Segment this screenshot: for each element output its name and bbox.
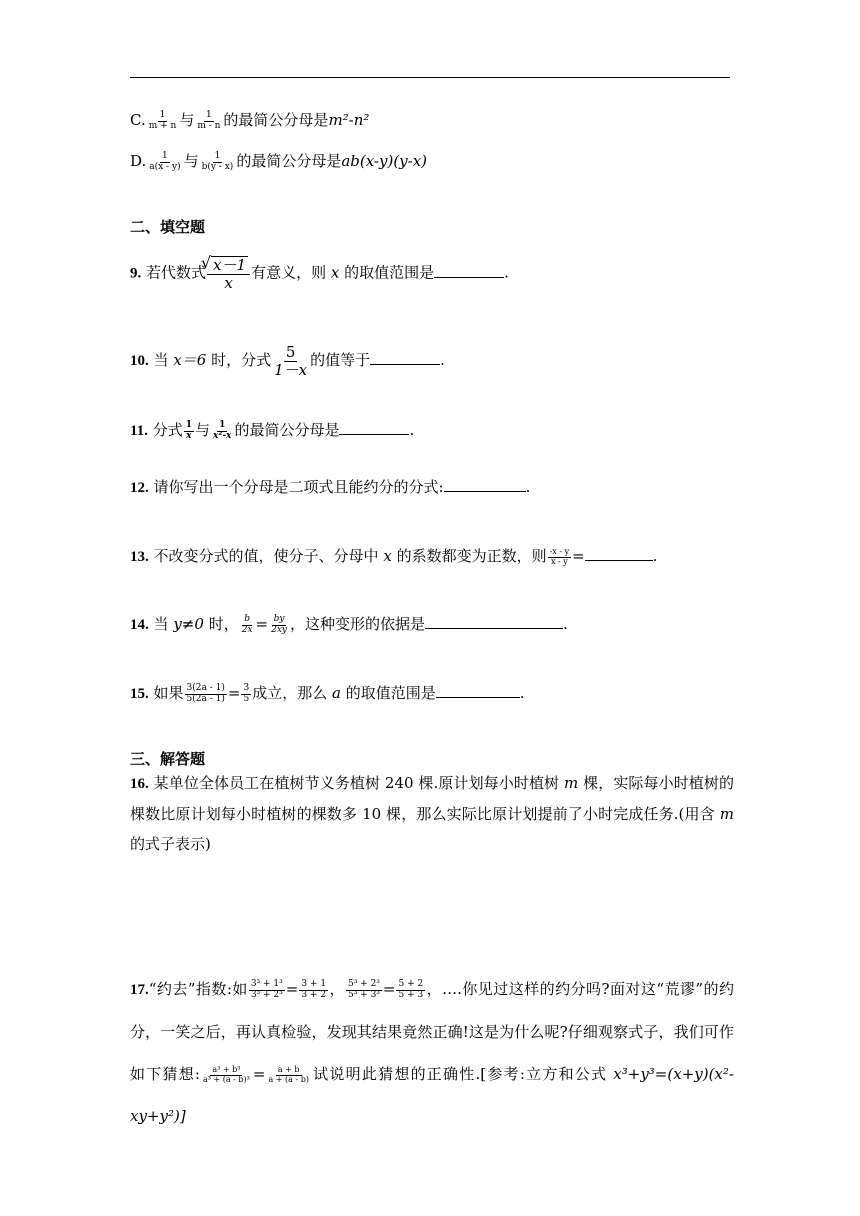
- text: 的值等于: [310, 351, 371, 369]
- numerator: 3: [243, 682, 250, 693]
- question-17: [130, 968, 734, 1137]
- answer-blank[interactable]: [434, 265, 504, 278]
- numerator-text: by: [273, 613, 285, 624]
- text: =: [227, 684, 241, 702]
- radicand: x－1: [213, 256, 247, 274]
- text: .: [504, 263, 509, 282]
- text: =: [382, 980, 396, 998]
- denominator: [272, 362, 309, 379]
- text: =: [572, 547, 585, 565]
- text: 与: [183, 152, 199, 170]
- fraction: [299, 980, 328, 1001]
- question-16: [130, 768, 734, 859]
- denominator-text: x²-x: [213, 430, 232, 441]
- denominator: a(x - y): [149, 161, 181, 172]
- answer-blank[interactable]: [339, 422, 409, 435]
- numerator: -x - y: [549, 546, 570, 556]
- variable: x: [224, 273, 233, 292]
- section-heading-solve: 三、解答题: [130, 750, 206, 768]
- question-13: [130, 546, 657, 567]
- text: 有意义，则: [251, 263, 327, 282]
- text: 的式子表示): [130, 835, 211, 853]
- fraction: [184, 421, 194, 442]
- variable: x: [330, 263, 340, 282]
- denominator: m - n: [197, 120, 221, 131]
- text: 时，分式: [211, 351, 272, 369]
- question-number: 17.: [130, 982, 149, 998]
- answer: m²-n²: [328, 111, 370, 129]
- answer: ab(x-y)(y-x): [341, 152, 428, 170]
- text: 若代数式: [146, 263, 207, 282]
- denominator: [269, 626, 289, 636]
- text: 当: [153, 351, 169, 369]
- text: 时，: [208, 615, 239, 633]
- numerator: 1: [159, 109, 166, 120]
- fraction: [201, 1066, 252, 1085]
- question-9: [130, 256, 509, 291]
- text: .: [519, 684, 525, 702]
- option-c: [130, 110, 369, 131]
- numerator: a + b: [277, 1064, 300, 1074]
- denominator: 3³ + 2³: [250, 989, 283, 1000]
- fraction: [272, 344, 309, 378]
- section-heading-fill-in: 二、填空题: [130, 218, 206, 236]
- variable: m: [719, 805, 734, 823]
- denominator: [184, 432, 193, 442]
- text: ，: [329, 980, 345, 998]
- answer-blank[interactable]: [585, 548, 653, 561]
- answer-blank[interactable]: [425, 616, 563, 629]
- fraction: [207, 256, 250, 291]
- text: 棵，实际每小时植树的棵数比原计划每小时植树的棵数多 10 棵，那么实际比原计划提前了小时完成任务.(用含: [130, 774, 734, 823]
- text: ，….你见过这样的约分吗?面对这“荒谬”的约分，一笑之后，再认真检验，发现其结果竟然正确!这是为什么呢?仔细观察式子，我们可作如下猜想:: [130, 980, 734, 1083]
- numerator: 3³ + 1³: [250, 978, 283, 989]
- answer-blank[interactable]: [436, 685, 520, 698]
- text: =: [255, 615, 269, 633]
- radical: [211, 256, 248, 274]
- fraction: [211, 421, 233, 442]
- denominator: 5: [243, 693, 250, 704]
- text: 的最简公分母是: [236, 152, 342, 170]
- fraction: [548, 548, 572, 567]
- text: .: [409, 421, 415, 439]
- text: 的系数都变为正数，则: [396, 547, 547, 565]
- numerator-text: b: [244, 613, 250, 624]
- denominator: [240, 626, 255, 636]
- text: =: [285, 980, 299, 998]
- numerator: 1: [185, 419, 192, 430]
- variable: a: [332, 684, 341, 702]
- denominator-text: x: [186, 430, 192, 441]
- text: 不改变分式的值，使分子、分母中: [153, 547, 379, 565]
- text: 与: [179, 111, 195, 129]
- numerator: 1: [206, 109, 212, 120]
- option-label: C.: [130, 111, 146, 129]
- text: 的取值范围是: [345, 684, 436, 702]
- numerator: 1: [214, 150, 221, 161]
- text: ，这种变形的依据是: [290, 615, 426, 633]
- text: .: [440, 351, 445, 369]
- answer-blank[interactable]: [444, 479, 526, 492]
- numerator: [207, 256, 250, 275]
- denominator: x - y: [550, 556, 568, 566]
- text: .: [652, 547, 658, 565]
- option-label: D.: [130, 152, 147, 170]
- question-15: [130, 683, 525, 704]
- text: 请你写出一个分母是二项式且能约分的分式:: [153, 478, 444, 496]
- fraction: [185, 684, 227, 705]
- text: .: [563, 615, 568, 633]
- question-number: 12.: [130, 480, 149, 496]
- fraction: [147, 111, 179, 132]
- text: “约去”指数:如: [148, 980, 248, 998]
- numerator: a³ + b³: [212, 1064, 241, 1074]
- question-number: 11.: [130, 423, 148, 439]
- text: 的最简公分母是: [223, 111, 329, 129]
- numerator: 3(2a - 1): [186, 682, 225, 693]
- question-11: [130, 420, 414, 441]
- question-number: 9.: [130, 265, 142, 282]
- question-number: 14.: [130, 617, 149, 633]
- denominator: 3 + 2: [301, 989, 327, 1000]
- denominator: [222, 275, 234, 292]
- question-number: 15.: [130, 686, 149, 702]
- numerator: 1: [162, 150, 168, 161]
- denominator-text: 2x: [241, 624, 253, 635]
- numerator: 3 + 1: [301, 978, 327, 989]
- answer-blank[interactable]: [370, 352, 440, 365]
- text: 的最简公分母是: [234, 421, 340, 439]
- fraction: [240, 615, 255, 636]
- text: 如果: [153, 684, 184, 702]
- condition: x＝6: [173, 351, 207, 369]
- denominator: [211, 432, 233, 442]
- question-10: [130, 344, 445, 378]
- denominator: 5³ + 3³: [347, 989, 380, 1000]
- denominator: m + n: [148, 120, 177, 131]
- question-number: 10.: [130, 353, 149, 369]
- numerator: 5³ + 2³: [347, 978, 380, 989]
- denominator-text: 1－x: [274, 360, 308, 379]
- variable: m: [564, 774, 579, 792]
- text: =: [252, 1065, 266, 1083]
- denominator: 5(2a - 1): [186, 693, 225, 704]
- numerator: 1: [219, 419, 226, 430]
- fraction: [147, 152, 182, 173]
- numerator: 5 + 2: [398, 978, 424, 989]
- text: .: [525, 478, 531, 496]
- text: 某单位全体员工在植树节义务植树 240 棵.原计划每小时植树: [153, 774, 560, 792]
- fraction: [241, 684, 251, 705]
- denominator: b(y - x): [201, 161, 234, 172]
- text: 与: [195, 421, 211, 439]
- text: 分式: [152, 421, 183, 439]
- denominator: a³ + (a - b)³: [202, 1074, 250, 1084]
- fraction: [200, 152, 236, 173]
- header-rule: [130, 77, 730, 78]
- fraction: [396, 980, 425, 1001]
- question-12: [130, 477, 530, 498]
- question-14: [130, 614, 568, 635]
- question-number: 16.: [130, 776, 149, 792]
- question-number: 13.: [130, 549, 149, 565]
- denominator: 5 + 3: [398, 989, 424, 1000]
- fraction: [269, 615, 289, 636]
- fraction: [195, 111, 222, 132]
- text: 的取值范围是: [344, 263, 435, 282]
- fraction: [266, 1066, 310, 1085]
- variable: x: [383, 547, 392, 565]
- text: 试说明此猜想的正确性.[参考:立方和公式: [311, 1065, 608, 1083]
- text: 成立，那么: [252, 684, 328, 702]
- denominator-text: 2xy: [271, 624, 287, 635]
- fraction: [346, 980, 382, 1001]
- option-d: [130, 151, 427, 172]
- denominator: a + (a - b): [268, 1074, 309, 1084]
- formula: x³+y³=(x+y)(x²-xy+y²)]: [130, 1065, 734, 1125]
- fraction: [249, 980, 285, 1001]
- text: 当: [153, 615, 169, 633]
- condition: y≠0: [173, 615, 204, 633]
- numerator: 5: [285, 343, 296, 361]
